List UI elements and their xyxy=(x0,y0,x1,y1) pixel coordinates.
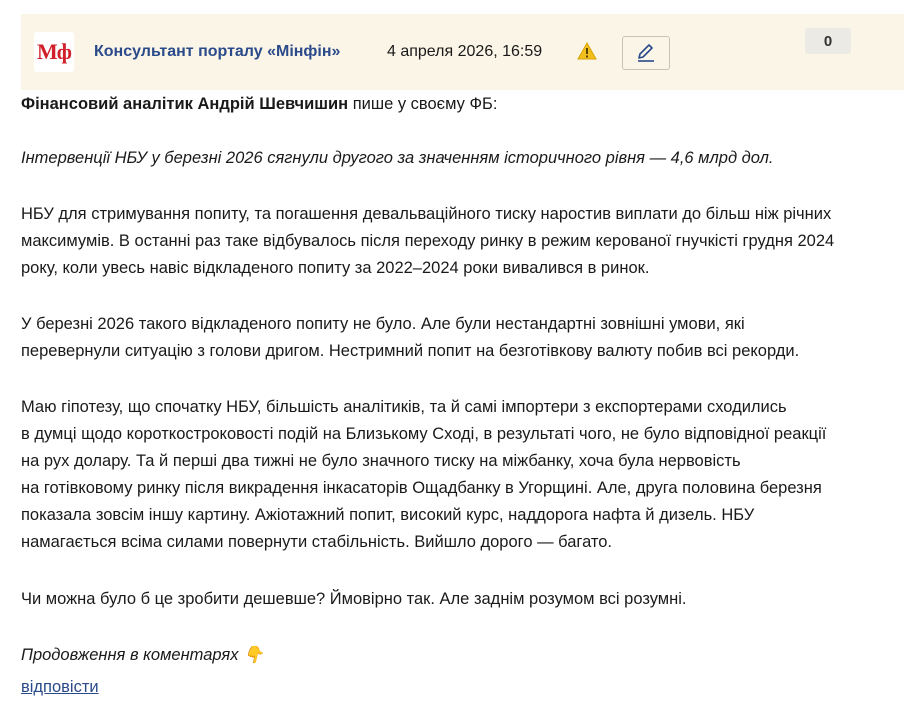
continuation-note: Продовження в коментарях 👇 xyxy=(21,646,264,664)
paragraph-line: максимумів. В останні раз таке відбувалось після переходу ринку в режим керованої гнучкісті грудня 2024 xyxy=(21,232,835,250)
paragraph-line: У березні 2026 такого відкладеного попиту не було. Але були нестандартні зовнішні умови, які xyxy=(21,315,745,333)
author-name[interactable]: Консультант порталу «Мінфін» xyxy=(94,43,341,60)
edit-button[interactable] xyxy=(622,36,670,70)
reply-link[interactable]: відповісти xyxy=(21,678,99,696)
intro-text: пише у своєму ФБ: xyxy=(348,95,498,113)
paragraph-line: намагається всіма силами повернути стабільність. Вийшло дорого — багато. xyxy=(21,533,613,551)
warning-icon[interactable] xyxy=(577,42,597,60)
author-avatar[interactable]: Мф xyxy=(34,32,74,72)
pencil-icon xyxy=(635,43,657,63)
paragraph-line: на готівковому ринку після викрадення інкасаторів Ощадбанку в Угорщині. Але, друга половина березня xyxy=(21,479,822,497)
paragraph-line: перевернули ситуацію з голови дригом. Нестримний попит на безготівкову валюту побив всі рекорди. xyxy=(21,342,800,360)
paragraph-line: НБУ для стримування попиту, та погашення девальваційного тиску наростив виплати до більш ніж річних xyxy=(21,205,832,223)
paragraph-line: Чи можна було б це зробити дешевше? Ймовірно так. Але заднім розумом всі розумні. xyxy=(21,590,687,608)
paragraph-line: Маю гіпотезу, що спочатку НБУ, більшість аналітиків, та й самі імпортери з експортерами сходились xyxy=(21,398,787,416)
paragraph-line: на рух долару. Та й перші два тижні не було значного тиску на міжбанку, хоча була нервовість xyxy=(21,452,741,470)
post-intro xyxy=(21,91,497,118)
paragraph-line: показала зовсім іншу картину. Ажіотажний попит, високий курс, наддорога нафта й дизель. НБУ xyxy=(21,506,755,524)
post-datetime: 4 апреля 2026, 16:59 xyxy=(387,43,543,60)
quote-text: Інтервенції НБУ у березні 2026 сягнули другого за значенням історичного рівня — 4,6 млрд дол. xyxy=(21,149,774,167)
paragraph-line: року, коли увесь навіс відкладеного попиту за 2022–2024 роки вивалився в ринок. xyxy=(21,259,650,277)
paragraph-line: в думці щодо короткостроковості подій на Близькому Сході, в результаті чого, не було відповідної реакції xyxy=(21,425,827,443)
rating-counter[interactable]: 0 xyxy=(805,28,851,54)
post-header xyxy=(21,14,904,90)
analyst-name: Фінансовий аналітик Андрій Шевчишин xyxy=(21,95,349,113)
